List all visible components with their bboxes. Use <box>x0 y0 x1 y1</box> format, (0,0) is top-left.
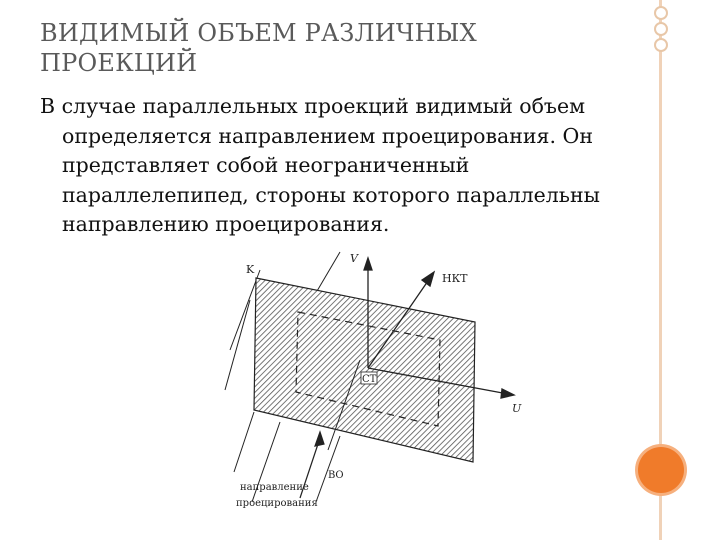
label-u: U <box>512 402 522 415</box>
view-plane <box>254 278 475 462</box>
decorative-ring <box>654 38 668 52</box>
decorative-ring <box>654 22 668 36</box>
label-hkt: НКТ <box>442 272 468 285</box>
decorative-orange-circle <box>638 447 684 493</box>
parallel-projection-diagram <box>220 240 520 512</box>
label-k: K <box>246 263 255 276</box>
slide-title: ВИДИМЫЙ ОБЪЕМ РАЗЛИЧНЫХ ПРОЕКЦИЙ <box>40 19 477 77</box>
label-ct: CT <box>362 374 377 385</box>
caption-line-2: проецирования <box>236 498 318 509</box>
caption-line-1: направление <box>240 482 309 493</box>
slide-body-text: В случае параллельных проекций видимый объем определяется направлением проецирования. Он представляет собой неограниченный параллелепипед, стороны которого параллельны направлению проецирования. <box>40 94 600 236</box>
decorative-ring <box>654 6 668 20</box>
label-v: V <box>350 252 358 265</box>
label-bo: ВО <box>328 470 344 481</box>
